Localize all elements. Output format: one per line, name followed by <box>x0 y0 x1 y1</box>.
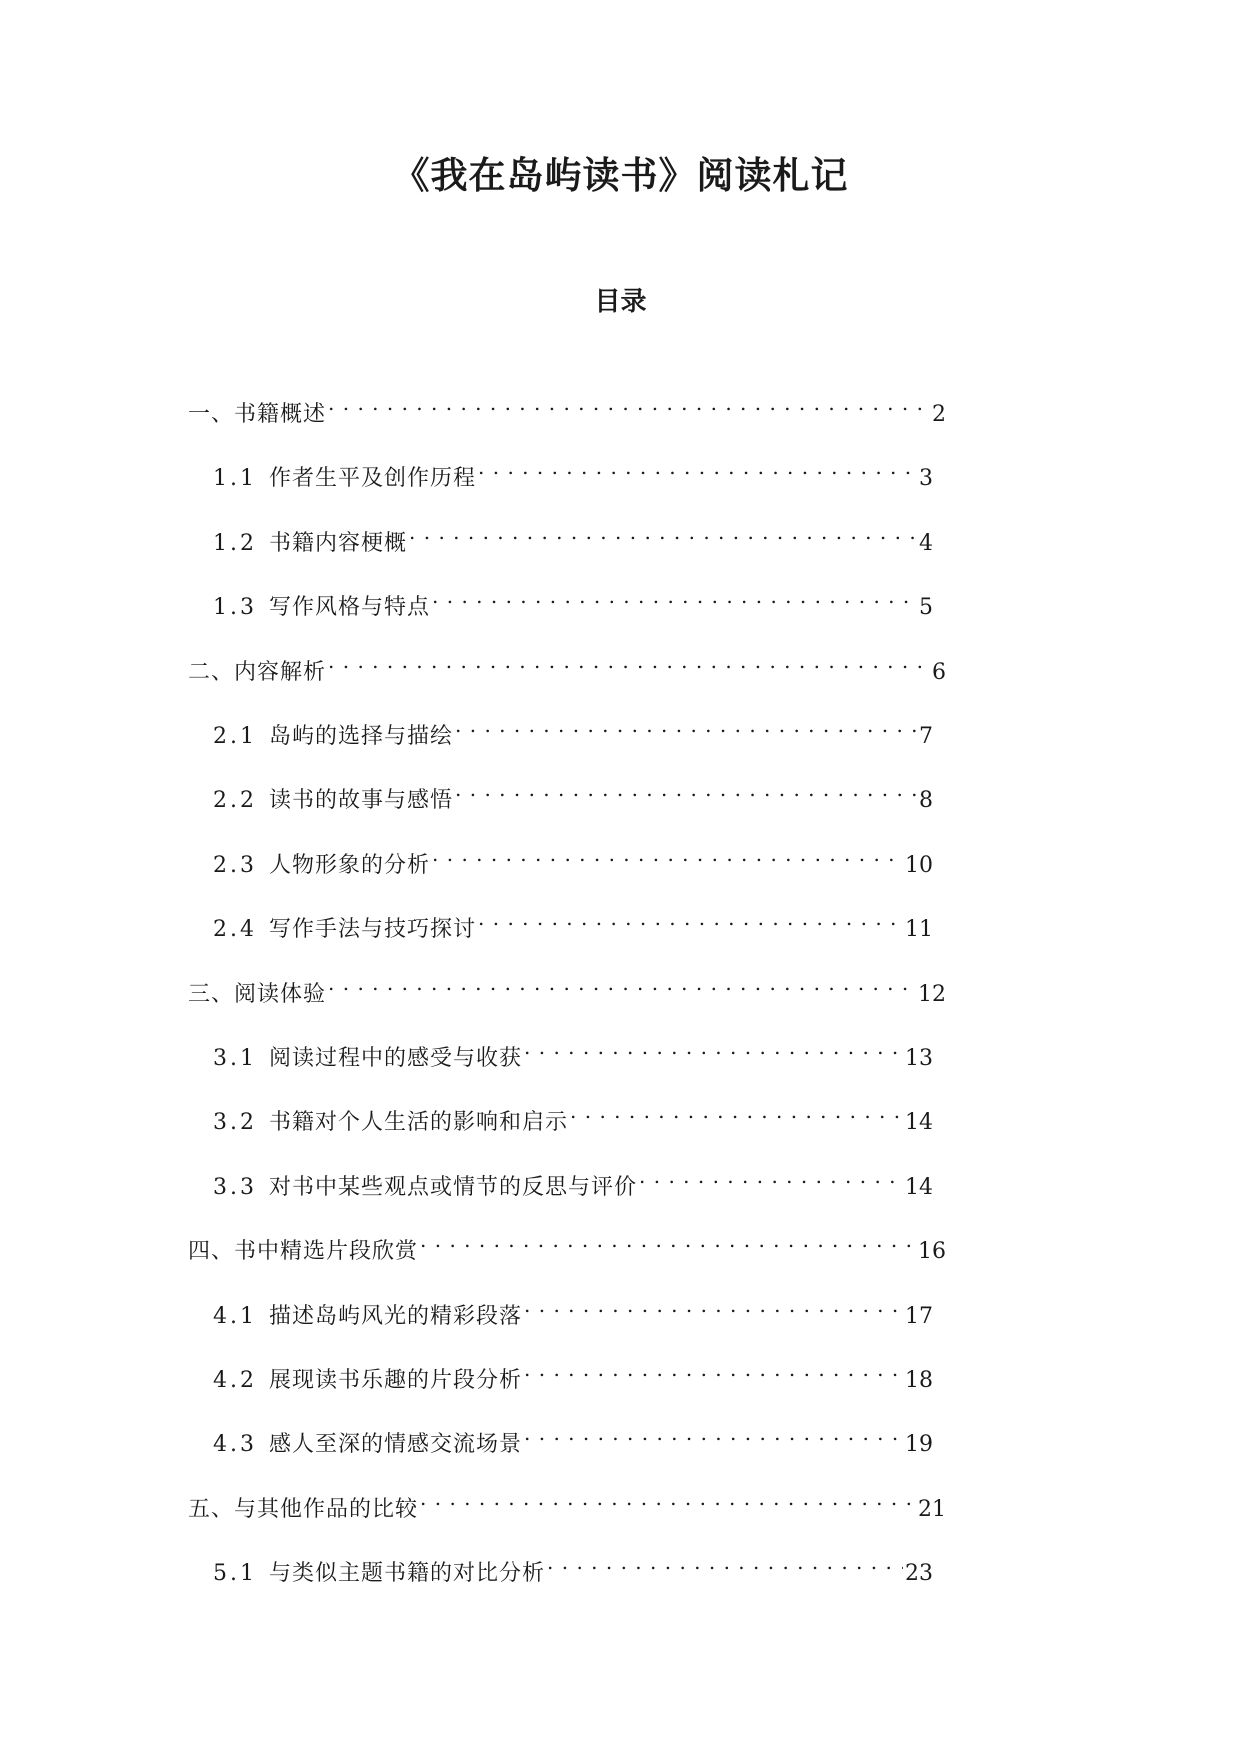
toc-entry-page-number: 19 <box>905 1432 933 1458</box>
toc-entry-page-number: 3 <box>919 466 933 492</box>
toc-entry-number: 4.2 <box>213 1368 257 1393</box>
toc-entry-label: 与类似主题书籍的对比分析 <box>269 1561 546 1587</box>
toc-entry-label: 二、内容解析 <box>188 659 327 685</box>
toc-entry-page-number: 4 <box>919 530 933 556</box>
toc-entry[interactable] <box>188 1222 946 1265</box>
toc-entry[interactable] <box>188 965 946 1007</box>
toc-dot-leader <box>432 836 903 872</box>
toc-entry-number: 1.2 <box>213 530 257 556</box>
toc-entry[interactable] <box>213 1029 933 1071</box>
toc-entry-page-number: 16 <box>918 1239 946 1265</box>
toc-entry-number: 3.1 <box>213 1046 257 1071</box>
toc-entry-page-number: 6 <box>932 659 946 685</box>
toc-dot-leader <box>524 1415 903 1451</box>
toc-dot-leader <box>328 643 930 679</box>
toc-dot-leader <box>420 1480 916 1516</box>
toc-entry-page-number: 7 <box>919 724 933 749</box>
toc-entry-page-number: 10 <box>905 852 933 878</box>
toc-entry[interactable] <box>213 707 933 749</box>
toc-dot-leader <box>524 1029 903 1065</box>
toc-entry[interactable] <box>188 643 946 685</box>
toc-entry-number: 2.4 <box>213 917 257 943</box>
toc-entry-label: 描述岛屿风光的精彩段落 <box>269 1303 523 1329</box>
toc-entry[interactable] <box>213 1351 933 1393</box>
toc-entry[interactable] <box>188 1480 946 1522</box>
toc-entry-label: 四、书中精选片段欣赏 <box>188 1239 419 1265</box>
toc-dot-leader <box>328 965 916 1001</box>
toc-entry[interactable] <box>213 514 933 556</box>
toc-entry-page-number: 2 <box>932 402 946 427</box>
toc-entry-page-number: 14 <box>905 1110 933 1136</box>
toc-entry-page-number: 18 <box>905 1368 933 1393</box>
toc-dot-leader <box>478 449 917 485</box>
toc-entry-label: 三、阅读体验 <box>188 981 327 1007</box>
toc-entry[interactable] <box>213 1287 933 1329</box>
toc-entry-number: 4.1 <box>213 1303 257 1329</box>
toc-entry-label: 展现读书乐趣的片段分析 <box>269 1368 523 1393</box>
toc-entry-label: 人物形象的分析 <box>269 852 431 878</box>
document-title: 《我在岛屿读书》阅读札记 <box>392 154 849 197</box>
toc-entry-page-number: 14 <box>905 1174 933 1200</box>
toc-entry-page-number: 8 <box>919 788 933 814</box>
toc-entry-label: 读书的故事与感悟 <box>269 788 454 814</box>
toc-entry[interactable] <box>213 1158 933 1200</box>
toc-entry-number: 1.1 <box>213 466 257 492</box>
toc-entry[interactable] <box>213 1415 933 1458</box>
toc-entry-page-number: 17 <box>905 1303 933 1329</box>
toc-entry[interactable] <box>188 385 946 427</box>
toc-entry-label: 感人至深的情感交流场景 <box>269 1432 523 1458</box>
toc-entry-label: 对书中某些观点或情节的反思与评价 <box>269 1174 638 1200</box>
toc-entry-label: 写作风格与特点 <box>269 595 431 621</box>
toc-entry[interactable] <box>213 1093 933 1136</box>
toc-dot-leader <box>409 514 917 550</box>
toc-entry-label: 书籍内容梗概 <box>269 530 408 556</box>
toc-entry-label: 阅读过程中的感受与收获 <box>269 1046 523 1071</box>
toc-entry-page-number: 21 <box>918 1496 946 1522</box>
toc-entry-page-number: 12 <box>918 981 946 1007</box>
toc-entry-number: 4.3 <box>213 1432 257 1458</box>
toc-entry-number: 2.1 <box>213 724 257 749</box>
toc-entry-label: 五、与其他作品的比较 <box>188 1496 419 1522</box>
toc-entry[interactable] <box>213 578 933 621</box>
toc-entry-page-number: 23 <box>905 1561 933 1587</box>
toc-dot-leader <box>420 1222 916 1258</box>
toc-entry-number: 3.2 <box>213 1110 257 1136</box>
toc-entry-label: 岛屿的选择与描绘 <box>269 724 454 749</box>
toc-dot-leader <box>455 771 917 807</box>
toc-entry-page-number: 5 <box>919 595 933 621</box>
toc-entry-label: 一、书籍概述 <box>188 402 327 427</box>
toc-entry[interactable] <box>213 771 933 814</box>
toc-dot-leader <box>455 707 917 743</box>
toc-dot-leader <box>432 578 917 614</box>
toc-entry-label: 写作手法与技巧探讨 <box>269 917 477 943</box>
toc-heading: 目录 <box>594 287 647 317</box>
toc-entry-page-number: 11 <box>905 917 933 943</box>
toc-dot-leader <box>524 1287 903 1323</box>
toc-entry[interactable] <box>213 1544 933 1587</box>
toc-dot-leader <box>547 1544 903 1580</box>
toc-dot-leader <box>639 1158 903 1194</box>
toc-dot-leader <box>570 1093 903 1129</box>
toc-entry-page-number: 13 <box>905 1046 933 1071</box>
toc-entry-number: 3.3 <box>213 1174 257 1200</box>
toc-entry-number: 5.1 <box>213 1561 257 1587</box>
toc-entry-number: 1.3 <box>213 595 257 621</box>
toc-entry-number: 2.3 <box>213 852 257 878</box>
toc-entry[interactable] <box>213 836 933 878</box>
toc-entry[interactable] <box>213 900 933 943</box>
toc-dot-leader <box>328 385 930 421</box>
toc-entry-label: 书籍对个人生活的影响和启示 <box>269 1110 569 1136</box>
toc-dot-leader <box>478 900 903 936</box>
toc-entry-number: 2.2 <box>213 788 257 814</box>
toc-dot-leader <box>524 1351 903 1387</box>
toc-entry[interactable] <box>213 449 933 492</box>
toc-entry-label: 作者生平及创作历程 <box>269 466 477 492</box>
